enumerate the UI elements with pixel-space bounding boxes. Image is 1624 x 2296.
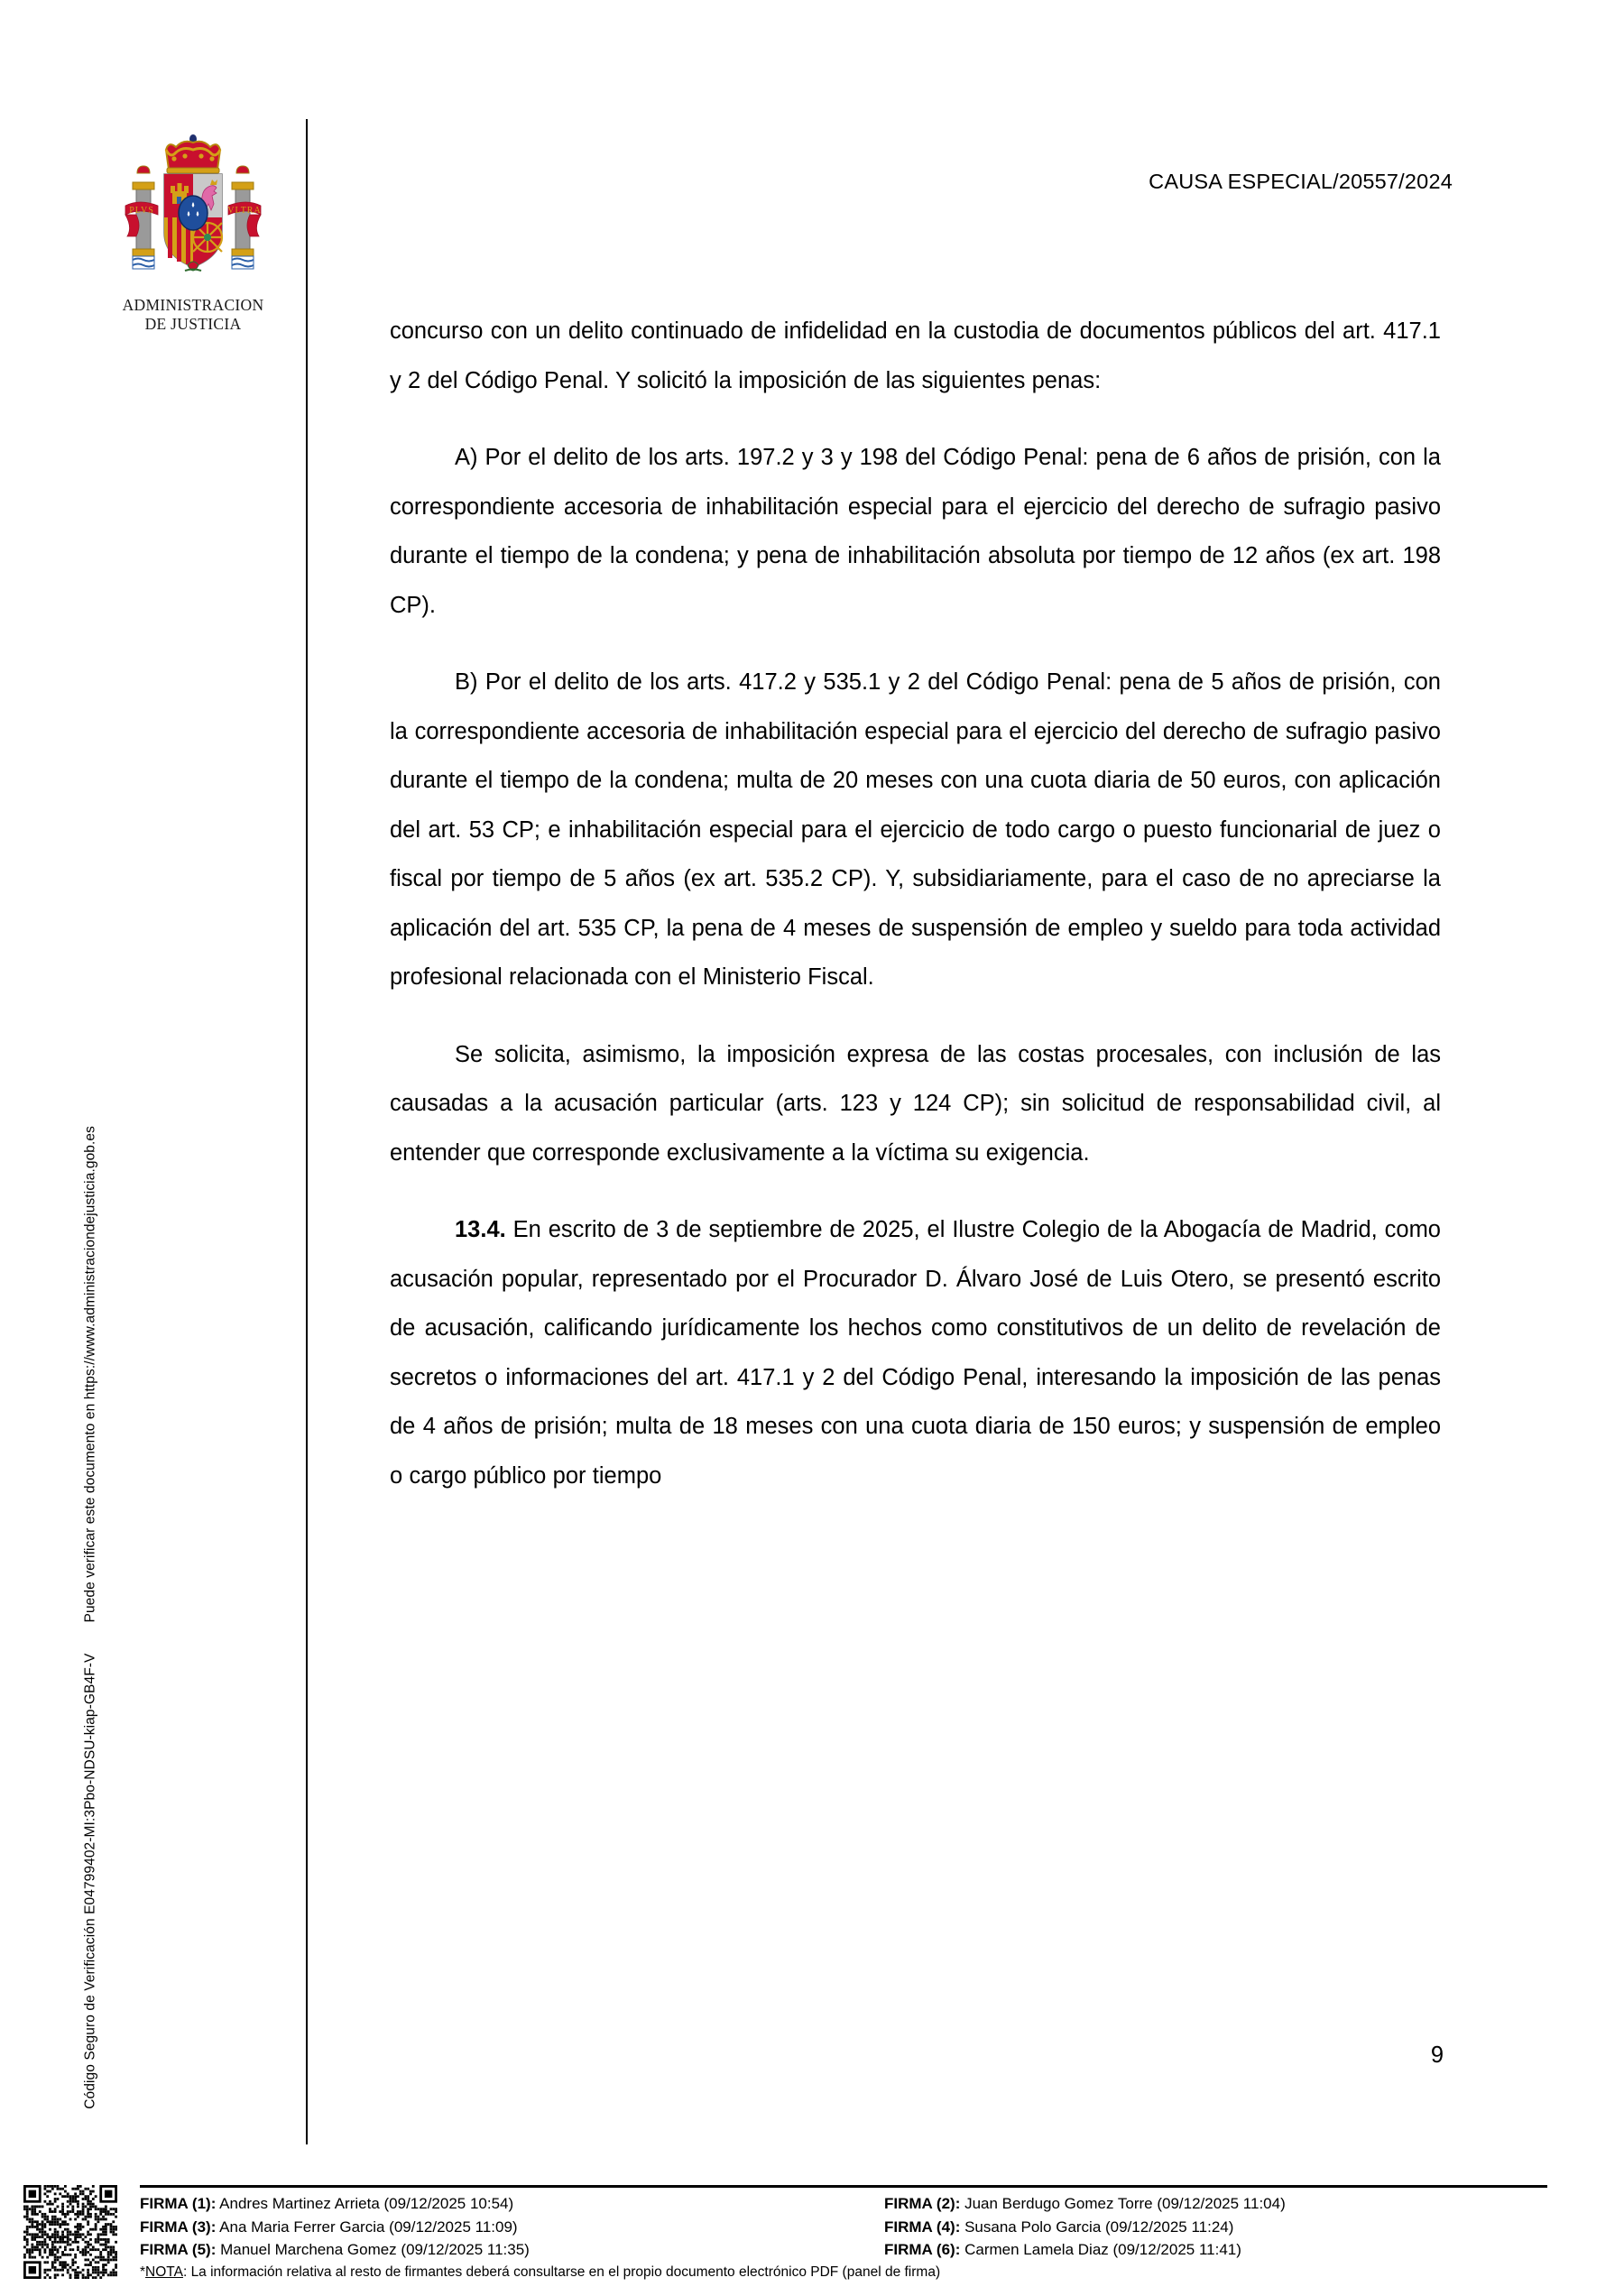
verification-sidebar-text bbox=[83, 34, 97, 2109]
paragraph-13-4-number: 13.4. bbox=[455, 1217, 506, 1242]
emblem-caption bbox=[96, 296, 291, 335]
signature-row bbox=[140, 2192, 1547, 2216]
paragraph-13-4 bbox=[390, 1205, 1441, 1500]
case-reference-header: CAUSA ESPECIAL/20557/2024 bbox=[1149, 170, 1453, 193]
qr-code-canvas bbox=[23, 2185, 117, 2279]
verification-qr-code bbox=[23, 2185, 117, 2279]
margin-divider-line bbox=[306, 119, 308, 2144]
footer-note-keyword: NOTA bbox=[145, 2264, 183, 2280]
signature-row bbox=[140, 2216, 1547, 2239]
signature-entry-5 bbox=[140, 2238, 884, 2262]
signature-entry-1 bbox=[140, 2192, 884, 2216]
emblem-caption-line-2: DE JUSTICIA bbox=[144, 315, 242, 334]
paragraph-13-4-text: En escrito de 3 de septiembre de 2025, el Ilustre Colegio de la Abogacía de Madrid, como acusación popular, representado por el Procurador D. Álvaro José de Luis Otero, se presentó escrito de acusación, calificando jurídicamente los hechos como constitutivos de un delito de revelación de secretos o informaciones del art. 417.1 y 2 del Código Penal, interesando la imposición de las penas de 4 años de prisión; multa de 18 meses con una cuota diaria de 150 euros; y suspensión de empleo o cargo público por tiempo bbox=[390, 1217, 1441, 1489]
signature-value-1: Andres Martinez Arrieta (09/12/2025 10:54) bbox=[219, 2195, 514, 2212]
document-body bbox=[390, 307, 1441, 1528]
signature-value-4: Susana Polo Garcia (09/12/2025 11:24) bbox=[964, 2218, 1234, 2236]
signature-value-6: Carmen Lamela Diaz (09/12/2025 11:41) bbox=[964, 2241, 1241, 2258]
page-number: 9 bbox=[1430, 2042, 1444, 2068]
coat-of-arms-emblem bbox=[96, 123, 291, 335]
signature-entry-2 bbox=[884, 2192, 1547, 2216]
footer-note bbox=[140, 2264, 1547, 2281]
verification-sidebar bbox=[0, 0, 98, 2147]
signature-label-3: FIRMA (3): bbox=[140, 2218, 217, 2236]
signature-value-5: Manuel Marchena Gomez (09/12/2025 11:35) bbox=[220, 2241, 530, 2258]
verification-url-label: Puede verificar este documento en https://www.administraciondejusticia.gob.es bbox=[82, 1126, 98, 1623]
footer-divider-line bbox=[140, 2185, 1547, 2188]
paragraph-costas: Se solicita, asimismo, la imposición expresa de las costas procesales, con inclusión de las causadas a la acusación particular (arts. 123 y 124 CP); sin solicitud de responsabilidad civil, al entender que corresponde exclusivamente a la víctima su exigencia. bbox=[390, 1041, 1441, 1166]
emblem-caption-line-1: ADMINISTRACION bbox=[122, 296, 264, 314]
footer-note-prefix: * bbox=[140, 2264, 146, 2280]
svg-text:VLTRA: VLTRA bbox=[227, 206, 262, 216]
signature-label-1: FIRMA (1): bbox=[140, 2195, 217, 2212]
signature-value-3: Ana Maria Ferrer Garcia (09/12/2025 11:09) bbox=[219, 2218, 518, 2236]
verification-code-label: Código Seguro de Verificación E04799402-MI:3Pbo-NDSU-kiap-GB4F-V bbox=[82, 1653, 98, 2109]
signature-label-4: FIRMA (4): bbox=[884, 2218, 961, 2236]
document-footer bbox=[0, 2165, 1624, 2296]
signature-value-2: Juan Berdugo Gomez Torre (09/12/2025 11:04) bbox=[964, 2195, 1286, 2212]
signature-entry-3 bbox=[140, 2216, 884, 2239]
svg-text:PLVS: PLVS bbox=[129, 206, 154, 216]
paragraph-concurso: concurso con un delito continuado de infidelidad en la custodia de documentos públicos del art. 417.1 y 2 del Código Penal. Y solicitó la imposición de las siguientes penas: bbox=[390, 318, 1441, 393]
spain-coat-of-arms-icon bbox=[113, 123, 273, 294]
signature-entry-6 bbox=[884, 2238, 1547, 2262]
paragraph-apartado-a: A) Por el delito de los arts. 197.2 y 3 y 198 del Código Penal: pena de 6 años de prisión, con la correspondiente accesoria de inhabilitación especial para el ejercicio del derecho de sufragio pasivo durante el tiempo de la condena; y pena de inhabilitación absoluta por tiempo de 12 años (ex art. 198 CP). bbox=[390, 445, 1441, 618]
signature-entry-4 bbox=[884, 2216, 1547, 2239]
footer-note-text: : La información relativa al resto de firmantes deberá consultarse en el propio documento electrónico PDF (panel de firma) bbox=[182, 2264, 941, 2280]
paragraph-apartado-b: B) Por el delito de los arts. 417.2 y 535.1 y 2 del Código Penal: pena de 5 años de prisión, con la correspondiente accesoria de inhabilitación especial para el ejercicio del derecho de sufragio pasivo durante el tiempo de la condena; multa de 20 meses con una cuota diaria de 50 euros, con aplicación del art. 53 CP; e inhabilitación especial para el ejercicio de todo cargo o puesto funcionarial de juez o fiscal por tiempo de 5 años (ex art. 535.2 CP). Y, subsidiariamente, para el caso de no apreciarse la aplicación del art. 535 CP, la pena de 4 meses de suspensión de empleo y sueldo para toda actividad profesional relacionada con el Ministerio Fiscal. bbox=[390, 669, 1441, 990]
signature-label-6: FIRMA (6): bbox=[884, 2241, 961, 2258]
signature-label-5: FIRMA (5): bbox=[140, 2241, 217, 2258]
signature-list bbox=[140, 2192, 1547, 2281]
signature-label-2: FIRMA (2): bbox=[884, 2195, 961, 2212]
signature-row bbox=[140, 2238, 1547, 2262]
